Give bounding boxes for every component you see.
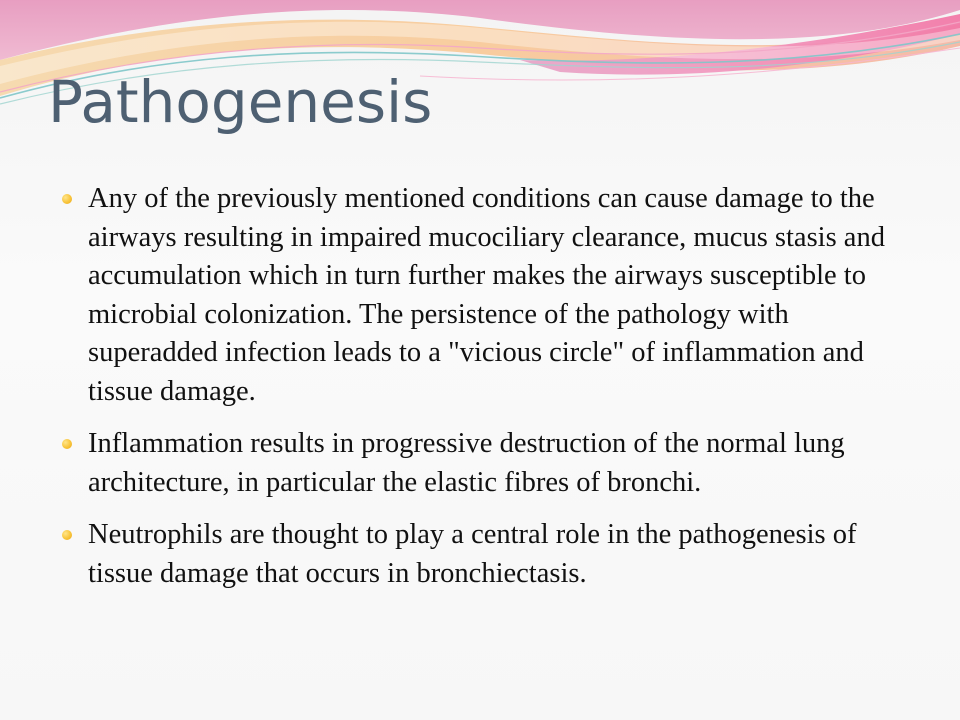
bullet-item — [56, 180, 902, 411]
bullet-text: Inflammation results in progressive destruction of the normal lung architecture, in particular the elastic fibres of bronchi. — [88, 428, 845, 498]
bullet-dot-icon — [62, 530, 72, 540]
bullet-text: Any of the previously mentioned conditions can cause damage to the airways resulting in impaired mucociliary clearance, mucus stasis and accumulation which in turn further makes the airways susceptible to microbial colonization. The persistence of the pathology with superadded infection leads to a "vicious circle" of inflammation and tissue damage. — [88, 183, 885, 407]
bullet-list — [56, 180, 902, 607]
bullet-item — [56, 516, 902, 593]
bullet-dot-icon — [62, 439, 72, 449]
bullet-dot-icon — [62, 194, 72, 204]
bullet-text: Neutrophils are thought to play a central role in the pathogenesis of tissue damage that occurs in bronchiectasis. — [88, 519, 857, 589]
slide-title: Pathogenesis — [48, 68, 433, 136]
bullet-item — [56, 425, 902, 502]
